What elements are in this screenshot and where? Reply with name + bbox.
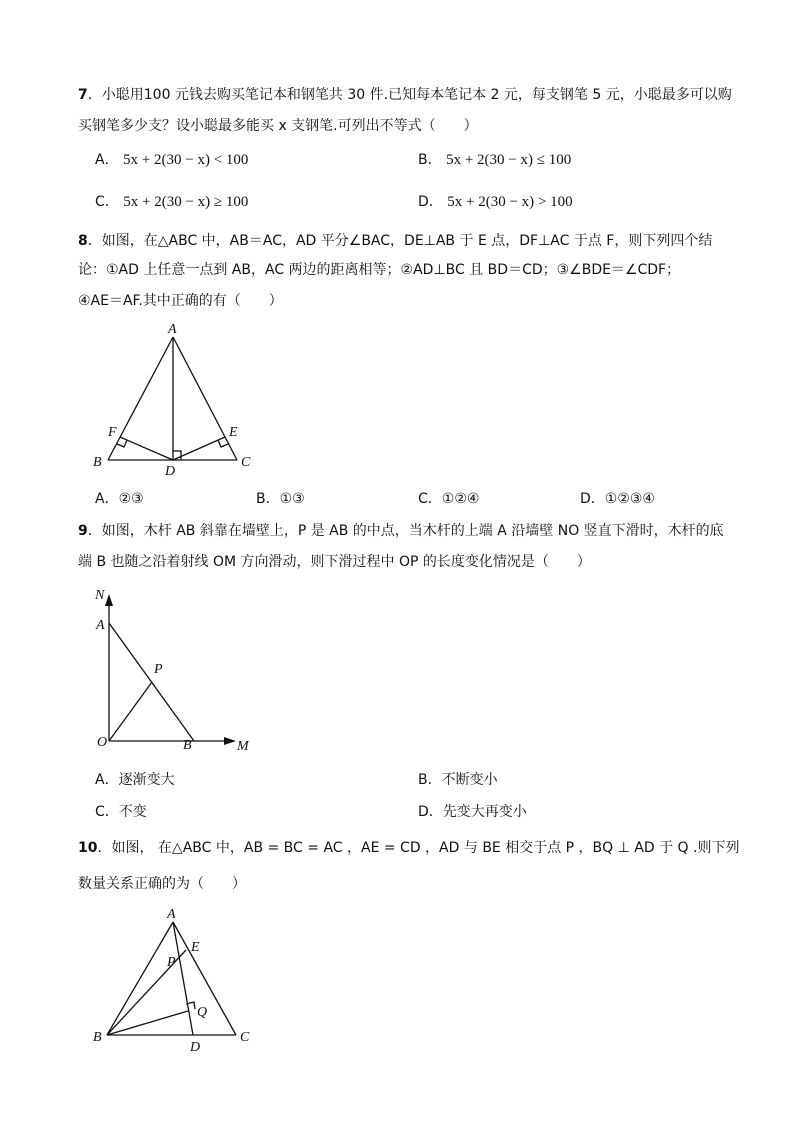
q9-line1: 9．如图，木杆 AB 斜靠在墙壁上，P 是 AB 的中点，当木杆的上端 A 沿墙壁 NO 竖直下滑时，木杆的底 — [78, 523, 724, 539]
q10-label-c: C — [240, 1030, 250, 1045]
q8-label-d: D — [165, 464, 176, 479]
q10-label-b: B — [93, 1030, 102, 1045]
q7-line2: 买钢笔多少支？设小聪最多能买 x 支钢笔.可列出不等式（ ） — [78, 118, 478, 134]
q8-option-a[interactable]: A．②③ — [95, 491, 144, 507]
q10-label-q: Q — [197, 1005, 208, 1020]
q8-option-b[interactable]: B．①③ — [256, 491, 305, 507]
q7-option-c[interactable]: C． 5x + 2(30 − x) ≥ 100 — [95, 194, 249, 210]
q10-label-p: P — [167, 955, 176, 970]
q9-line2: 端 B 也随之沿着射线 OM 方向滑动，则下滑过程中 OP 的长度变化情况是（ ） — [78, 554, 591, 570]
q8-label-a: A — [168, 322, 177, 337]
q8-option-d[interactable]: D．①②③④ — [580, 491, 655, 507]
q9-label-p: P — [154, 662, 163, 677]
q10-figure — [0, 0, 280, 1060]
q8-line2: 论：①AD 上任意一点到 AB，AC 两边的距离相等；②AD⊥BC 且 BD＝CD；③∠BDE＝∠CDF； — [78, 262, 681, 278]
q8-number: 8 — [78, 233, 88, 249]
q7-number: 7 — [78, 87, 88, 103]
q9-option-d[interactable]: D．先变大再变小 — [418, 804, 527, 820]
q9-option-b[interactable]: B．不断变小 — [418, 772, 498, 788]
q10-label-e: E — [191, 940, 200, 955]
q8-label-f: F — [108, 425, 117, 440]
q10-line2: 数量关系正确的为（ ） — [78, 876, 246, 892]
q7-option-a[interactable]: A． 5x + 2(30 − x) < 100 — [95, 152, 249, 168]
q7-option-d[interactable]: D． 5x + 2(30 − x) > 100 — [418, 194, 573, 210]
q10-label-d: D — [190, 1040, 201, 1055]
q8-option-c[interactable]: C．①②④ — [418, 491, 480, 507]
q8-label-e: E — [229, 425, 238, 440]
q8-label-c: C — [241, 455, 251, 470]
q10-line1: 10．如图， 在△ABC 中，AB = BC = AC ，AE = CD ，AD 与 BE 相交于点 P ，BQ ⊥ AD 于 Q .则下列 — [78, 840, 740, 856]
q7-line1: 7．小聪用100 元钱去购买笔记本和钢笔共 30 件.已知每本笔记本 2 元，每支钢笔 5 元，小聪最多可以购 — [78, 87, 732, 103]
q10-label-a: A — [167, 907, 176, 922]
q9-number: 9 — [78, 523, 88, 539]
q7-option-b[interactable]: B． 5x + 2(30 − x) ≤ 100 — [418, 152, 572, 168]
q9-label-m: M — [237, 739, 249, 754]
q9-label-b: B — [183, 738, 192, 753]
q8-line1: 8．如图，在△ABC 中，AB＝AC，AD 平分∠BAC，DE⊥AB 于 E 点，DF⊥AC 于点 F，则下列四个结 — [78, 233, 713, 249]
q9-option-a[interactable]: A．逐渐变大 — [95, 772, 175, 788]
q8-label-b: B — [93, 455, 102, 470]
q9-label-a: A — [96, 618, 105, 633]
q10-number: 10 — [78, 840, 98, 856]
q9-option-c[interactable]: C．不变 — [95, 804, 147, 820]
q9-label-n: N — [95, 588, 105, 603]
q9-label-o: O — [97, 735, 108, 750]
q8-line3: ④AE＝AF.其中正确的有（ ） — [78, 293, 283, 309]
